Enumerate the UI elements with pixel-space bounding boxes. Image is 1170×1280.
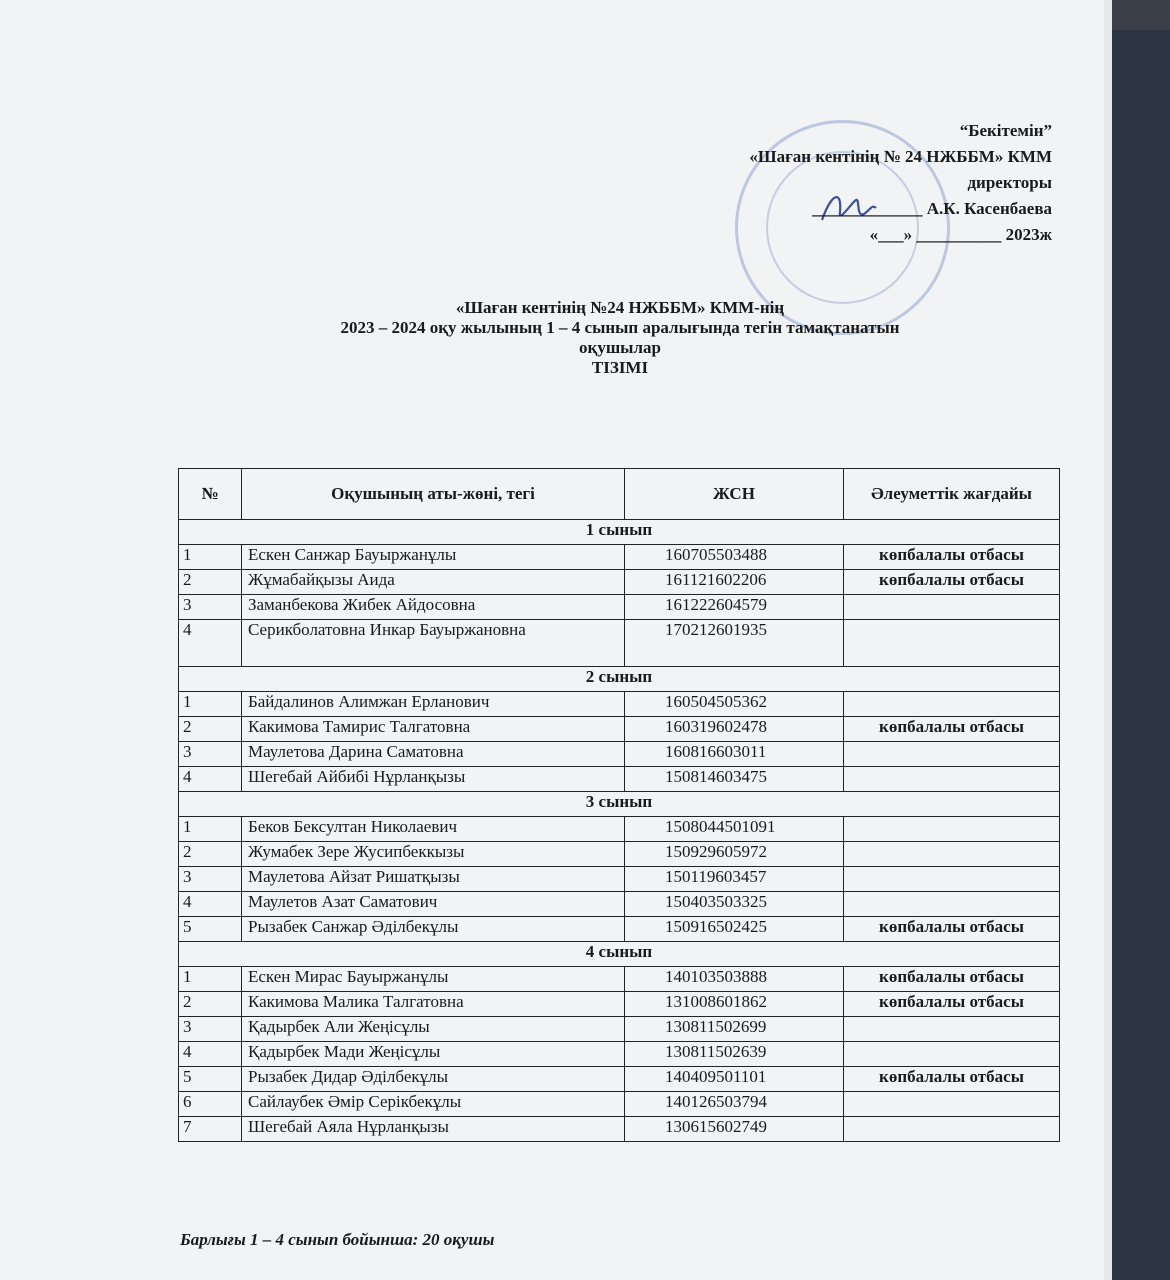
social-status (844, 1017, 1060, 1042)
table-row (179, 620, 1060, 667)
student-name: Рызабек Санжар Әділбекұлы (242, 917, 625, 942)
table-row (179, 1067, 1060, 1092)
social-status (844, 867, 1060, 892)
header-social-status: Әлеуметтік жағдайы (844, 469, 1060, 520)
table-row (179, 692, 1060, 717)
table-row (179, 742, 1060, 767)
title-line-3: оқушылар (579, 338, 661, 357)
table-body (179, 520, 1060, 1142)
student-iin: 150916502425 (625, 917, 844, 942)
social-status (844, 767, 1060, 792)
student-iin: 140126503794 (625, 1092, 844, 1117)
student-iin: 140409501101 (625, 1067, 844, 1092)
social-status (844, 742, 1060, 767)
table-row (179, 1042, 1060, 1067)
approval-heading: “Бекітемін” (959, 121, 1052, 140)
student-iin: 160816603011 (625, 742, 844, 767)
header-name: Оқушының аты-жөні, тегі (242, 469, 625, 520)
class-section-title: 4 сынып (179, 942, 1060, 967)
social-status (844, 620, 1060, 667)
student-iin: 160319602478 (625, 717, 844, 742)
header-iin: ЖСН (625, 469, 844, 520)
student-name: Какимова Малика Талгатовна (242, 992, 625, 1017)
student-name: Какимова Тамирис Талгатовна (242, 717, 625, 742)
approval-position: директоры (967, 173, 1052, 192)
class-section-title: 2 сынып (179, 667, 1060, 692)
student-name: Байдалинов Алимжан Ерланович (242, 692, 625, 717)
student-iin: 150119603457 (625, 867, 844, 892)
table-row (179, 595, 1060, 620)
row-number: 7 (179, 1117, 242, 1142)
title-line-2: 2023 – 2024 оқу жылының 1 – 4 сынып аралығында тегін тамақтанатын (340, 318, 900, 337)
row-number: 3 (179, 1017, 242, 1042)
class-section-title: 1 сынып (179, 520, 1060, 545)
student-iin: 161222604579 (625, 595, 844, 620)
student-iin: 1508044501091 (625, 817, 844, 842)
social-status: көпбалалы отбасы (844, 967, 1060, 992)
table-row (179, 917, 1060, 942)
total-summary: Барлығы 1 – 4 сынып бойынша: 20 оқушы (180, 1230, 495, 1249)
student-iin: 140103503888 (625, 967, 844, 992)
table-row (179, 992, 1060, 1017)
row-number: 2 (179, 570, 242, 595)
table-row (179, 1017, 1060, 1042)
social-status: көпбалалы отбасы (844, 570, 1060, 595)
student-name: Қадырбек Мади Жеңісұлы (242, 1042, 625, 1067)
row-number: 4 (179, 1042, 242, 1067)
class-section-title: 3 сынып (179, 792, 1060, 817)
student-name: Маулетова Айзат Ришатқызы (242, 867, 625, 892)
student-iin: 150403503325 (625, 892, 844, 917)
row-number: 3 (179, 867, 242, 892)
table-row (179, 717, 1060, 742)
approval-block (749, 118, 1052, 248)
social-status (844, 892, 1060, 917)
student-name: Маулетов Азат Саматович (242, 892, 625, 917)
class-section-row (179, 792, 1060, 817)
social-status (844, 1092, 1060, 1117)
table-row (179, 570, 1060, 595)
social-status (844, 817, 1060, 842)
title-line-1: «Шаған кентінің №24 НЖББМ» КММ-нің (455, 298, 785, 317)
row-number: 1 (179, 817, 242, 842)
row-number: 2 (179, 717, 242, 742)
row-number: 5 (179, 1067, 242, 1092)
student-iin: 130615602749 (625, 1117, 844, 1142)
social-status: көпбалалы отбасы (844, 717, 1060, 742)
student-iin: 170212601935 (625, 620, 844, 667)
approval-director-name: _____________ А.К. Касенбаева (811, 199, 1052, 218)
desk-background (1110, 30, 1170, 1280)
row-number: 2 (179, 842, 242, 867)
table-row (179, 817, 1060, 842)
students-table (178, 468, 1060, 1142)
social-status (844, 692, 1060, 717)
social-status: көпбалалы отбасы (844, 545, 1060, 570)
class-section-row (179, 520, 1060, 545)
approval-organization: «Шаған кентінің № 24 НЖББМ» КММ (749, 147, 1052, 166)
class-section-row (179, 667, 1060, 692)
table-row (179, 892, 1060, 917)
row-number: 4 (179, 620, 242, 667)
row-number: 1 (179, 545, 242, 570)
student-name: Ескен Мирас Бауыржанұлы (242, 967, 625, 992)
student-name: Рызабек Дидар Әділбекұлы (242, 1067, 625, 1092)
table-row (179, 967, 1060, 992)
social-status (844, 1042, 1060, 1067)
student-iin: 130811502699 (625, 1017, 844, 1042)
student-iin: 150929605972 (625, 842, 844, 867)
approval-date: «___» __________ 2023ж (869, 225, 1052, 244)
document-title (180, 298, 1060, 378)
student-name: Маулетова Дарина Саматовна (242, 742, 625, 767)
social-status (844, 1117, 1060, 1142)
social-status: көпбалалы отбасы (844, 992, 1060, 1017)
header-number: № (179, 469, 242, 520)
row-number: 2 (179, 992, 242, 1017)
table-row (179, 1092, 1060, 1117)
row-number: 6 (179, 1092, 242, 1117)
student-iin: 130811502639 (625, 1042, 844, 1067)
table-row (179, 842, 1060, 867)
table-header-row (179, 469, 1060, 520)
student-name: Жұмабайқызы Аида (242, 570, 625, 595)
row-number: 1 (179, 692, 242, 717)
student-name: Серикболатовна Инкар Бауыржановна (242, 620, 625, 667)
student-name: Ескен Санжар Бауыржанұлы (242, 545, 625, 570)
table-row (179, 867, 1060, 892)
row-number: 4 (179, 767, 242, 792)
student-iin: 161121602206 (625, 570, 844, 595)
title-line-4: ТІЗІМІ (591, 358, 649, 377)
student-iin: 150814603475 (625, 767, 844, 792)
student-name: Жумабек Зере Жусипбеккызы (242, 842, 625, 867)
table-row (179, 1117, 1060, 1142)
social-status (844, 595, 1060, 620)
student-name: Заманбекова Жибек Айдосовна (242, 595, 625, 620)
student-name: Сайлаубек Әмір Серікбекұлы (242, 1092, 625, 1117)
table-row (179, 545, 1060, 570)
social-status (844, 842, 1060, 867)
student-name: Беков Бексултан Николаевич (242, 817, 625, 842)
table-row (179, 767, 1060, 792)
row-number: 5 (179, 917, 242, 942)
row-number: 1 (179, 967, 242, 992)
row-number: 3 (179, 742, 242, 767)
student-name: Шегебай Айбибі Нұрланқызы (242, 767, 625, 792)
student-iin: 131008601862 (625, 992, 844, 1017)
row-number: 3 (179, 595, 242, 620)
social-status: көпбалалы отбасы (844, 917, 1060, 942)
student-iin: 160504505362 (625, 692, 844, 717)
student-name: Шегебай Аяла Нұрланқызы (242, 1117, 625, 1142)
student-iin: 160705503488 (625, 545, 844, 570)
social-status: көпбалалы отбасы (844, 1067, 1060, 1092)
class-section-row (179, 942, 1060, 967)
row-number: 4 (179, 892, 242, 917)
student-name: Қадырбек Али Жеңісұлы (242, 1017, 625, 1042)
